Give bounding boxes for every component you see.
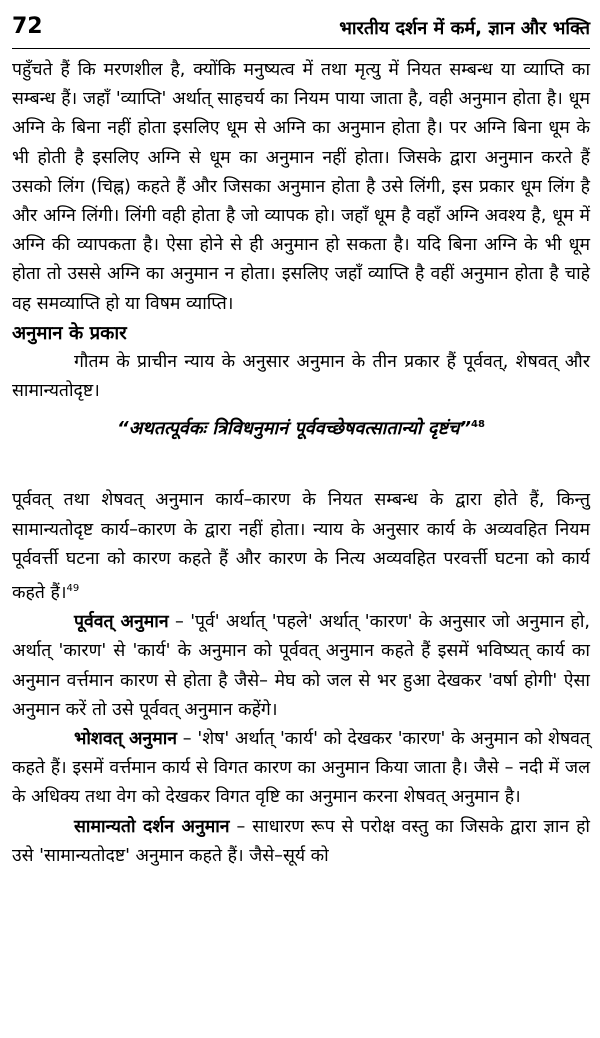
paragraph-3-text: पूर्ववत् तथा शेषवत् अनुमान कार्य–कारण के नियत सम्बन्ध के द्वारा होते हैं, किन्तु सामान्यतोदृष्ट कार्य–कारण के द्वारा नहीं होता। न्याय के अनुसार कार्य के अव्यवहित नियम पूर्ववर्त्ती घटना को कारण कहते हैं और कारण के नित्य अव्यवहित परवर्त्ती घटना को कार्य कहते हैं। [12,490,590,603]
paragraph-sheshavat [12,725,590,813]
paragraph-purvavat-text: – 'पूर्व' अर्थात् 'पहले' अर्थात् 'कारण' के अनुसार जो अनुमान हो, अर्थात् 'कारण' से 'कार्य' के अनुमान को पूर्ववत् अनुमान कहते हैं इसमें भविष्यत् कार्य का अनुमान वर्त्तमान कारण से होता है जैसे– मेघ को जल से भर हुआ देखकर 'वर्षा होगी' ऐसा अनुमान करें तो उसे पूर्ववत् अनुमान कहेंगे। [12,612,590,720]
paragraph-2: गौतम के प्राचीन न्याय के अनुसार अनुमान के तीन प्रकार हैं पूर्ववत्, शेषवत् और सामान्यतोदृष्ट। [12,352,590,402]
page-header [12,12,590,49]
paragraph-purvavat [12,608,590,725]
sanskrit-verse [12,410,590,444]
running-title: भारतीय दर्शन में कर्म, ज्ञान और भक्ति [339,18,590,39]
page-number: 72 [12,14,43,39]
page-content [12,56,590,871]
paragraph-3-footnote-ref: 49 [66,583,80,595]
term-purvavat: पूर्ववत् अनुमान [74,612,169,633]
section-heading: अनुमान के प्रकार [12,322,127,344]
term-samanyato: सामान्यतो दर्शन अनुमान [74,816,230,837]
verse-footnote-ref: 48 [471,419,485,431]
verse-text: “अथतत्पूर्वकः त्रिविधनुमानं पूर्ववच्छेषवत्सातान्यो दृष्टंच” [117,418,472,440]
term-sheshavat: भोशवत् अनुमान [74,728,178,749]
paragraph-3 [12,486,590,608]
paragraph-samanyato [12,813,590,871]
paragraph-samanyato-text: – साधारण रूप से परोक्ष वस्तु का जिसके द्वारा ज्ञान हो उसे 'सामान्यतोदष्ट' अनुमान कहते हैं। जैसे–सूर्य को [12,816,590,866]
paragraph-sheshavat-text: – 'शेष' अर्थात् 'कार्य' को देखकर 'कारण' के अनुमान को शेषवत् कहते हैं। इसमें वर्त्तमान कार्य से विगत कारण का अनुमान किया जाता है। जैसे – नदी में जल के अधिक्य तथा वेग को देखकर विगत वृष्टि का अनुमान करना शेषवत् अनुमान है। [12,728,590,808]
paragraph-1: पहुँचते हैं कि मरणशील है, क्योंकि मनुष्यत्व में तथा मृत्यु में नियत सम्बन्ध या व्याप्ति का सम्बन्ध हैं। जहाँ 'व्याप्ति' अर्थात् साहचर्य का नियम पाया जाता है, वही अनुमान होता है। धूम अग्नि के बिना नहीं होता इसलिए धूम से अग्नि का अनुमान होता है। पर अग्नि बिना धूम के भी होती है इसलिए अग्नि से धूम का अनुमान नहीं होता। जिसके द्वारा अनुमान करते हैं उसको लिंग (चिह्न) कहते हैं और जिसका अनुमान होता है उसे लिंगी, इस प्रकार धूम लिंग है और अग्नि लिंगी। लिंगी वही होता है जो व्यापक हो। जहाँ धूम है वहाँ अग्नि अवश्य है, धूम में अग्नि की व्यापकता है। ऐसा होने से ही अनुमान हो सकता है। यदि बिना अग्नि के भी धूम होता तो उससे अग्नि का अनुमान न होता। इसलिए जहाँ व्याप्ति है वहीं अनुमान होता है चाहे वह समव्याप्ति हो या विषम व्याप्ति। [12,60,590,314]
